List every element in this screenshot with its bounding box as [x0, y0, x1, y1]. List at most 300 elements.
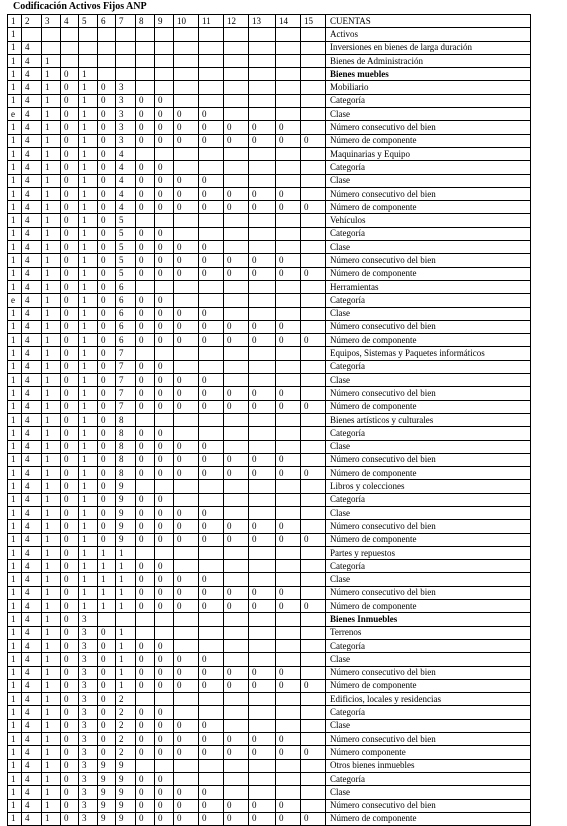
code-cell [155, 280, 174, 293]
code-cell [61, 41, 79, 54]
code-cell: 0 [61, 360, 79, 373]
code-cell: 0 [155, 533, 174, 546]
code-cell [301, 719, 326, 732]
code-cell: 0 [136, 799, 155, 812]
code-cell: 1 [79, 440, 98, 453]
code-cell: 0 [136, 227, 155, 240]
code-cell: 4 [22, 706, 42, 719]
table-row [8, 506, 531, 519]
code-cell [249, 241, 276, 254]
code-cell [136, 41, 155, 54]
code-cell [174, 546, 199, 559]
account-name: Número de componente [326, 267, 531, 280]
account-name: Número consecutivo del bien [326, 121, 531, 134]
code-cell: 0 [155, 121, 174, 134]
code-cell [276, 54, 301, 67]
code-cell: 4 [22, 400, 42, 413]
code-cell: 1 [42, 520, 61, 533]
code-cell: 0 [276, 254, 301, 267]
code-cell: 0 [249, 586, 276, 599]
code-cell: 1 [8, 666, 22, 679]
code-cell: 0 [98, 161, 116, 174]
code-cell: 9 [116, 772, 136, 785]
table-row [8, 121, 531, 134]
code-cell: 1 [42, 586, 61, 599]
code-cell: 0 [98, 733, 116, 746]
code-cell [174, 94, 199, 107]
code-cell [174, 280, 199, 293]
code-cell: 0 [224, 387, 249, 400]
account-name: Equipos, Sistemas y Paquetes informáticos [326, 347, 531, 360]
code-cell [224, 493, 249, 506]
code-cell: 0 [155, 772, 174, 785]
code-cell: 0 [98, 108, 116, 121]
code-cell: 4 [22, 413, 42, 426]
account-name: Clase [326, 241, 531, 254]
code-cell: 1 [8, 201, 22, 214]
code-cell: 0 [155, 666, 174, 679]
code-cell: 1 [8, 546, 22, 559]
code-cell: 0 [199, 573, 224, 586]
account-name: Maquinarias y Equipo [326, 147, 531, 160]
table-row [8, 719, 531, 732]
code-cell: 0 [199, 307, 224, 320]
account-name: Bienes de Administración [326, 54, 531, 67]
table-row [8, 214, 531, 227]
code-cell: 0 [224, 201, 249, 214]
code-cell: 0 [301, 467, 326, 480]
code-cell: 1 [8, 506, 22, 519]
code-cell: 5 [116, 214, 136, 227]
code-cell: 1 [79, 108, 98, 121]
code-cell: 0 [301, 201, 326, 214]
code-cell: 0 [98, 746, 116, 759]
table-row [8, 161, 531, 174]
code-cell: 1 [79, 94, 98, 107]
code-cell: 1 [42, 134, 61, 147]
table-row [8, 546, 531, 559]
account-name: Categoría [326, 294, 531, 307]
col-header: 7 [116, 15, 136, 28]
code-cell: 4 [22, 600, 42, 613]
code-cell: 3 [116, 81, 136, 94]
code-cell: 0 [276, 520, 301, 533]
code-cell [174, 427, 199, 440]
code-cell [136, 546, 155, 559]
code-cell [276, 427, 301, 440]
code-cell: 4 [22, 54, 42, 67]
code-cell: 0 [249, 746, 276, 759]
code-cell [136, 347, 155, 360]
code-cell: 5 [116, 267, 136, 280]
table-row [8, 294, 531, 307]
code-cell: 1 [42, 280, 61, 293]
code-cell [249, 108, 276, 121]
code-cell: 0 [199, 334, 224, 347]
code-cell: 3 [116, 94, 136, 107]
code-cell [224, 626, 249, 639]
code-cell: 4 [22, 41, 42, 54]
code-cell: 0 [276, 453, 301, 466]
code-cell [174, 706, 199, 719]
code-cell [301, 41, 326, 54]
code-cell [136, 147, 155, 160]
code-cell: 1 [42, 786, 61, 799]
code-cell [174, 613, 199, 626]
code-cell [174, 626, 199, 639]
code-cell [301, 320, 326, 333]
code-cell: 0 [155, 400, 174, 413]
code-cell: 1 [8, 187, 22, 200]
col-header: 1 [8, 15, 22, 28]
table-row [8, 453, 531, 466]
accounts-header: CUENTAS [326, 15, 531, 28]
code-cell: 0 [276, 400, 301, 413]
code-cell: 0 [98, 387, 116, 400]
code-cell: 1 [8, 480, 22, 493]
code-cell: 0 [136, 387, 155, 400]
code-cell: 1 [42, 374, 61, 387]
code-cell: 1 [8, 746, 22, 759]
code-cell: 4 [22, 573, 42, 586]
code-cell [249, 161, 276, 174]
code-cell: 9 [116, 520, 136, 533]
code-cell [276, 480, 301, 493]
code-cell: 9 [116, 799, 136, 812]
code-cell: 0 [174, 453, 199, 466]
code-cell [199, 347, 224, 360]
account-name: Número consecutivo del bien [326, 187, 531, 200]
code-cell: 1 [42, 679, 61, 692]
code-cell [301, 520, 326, 533]
code-cell [199, 294, 224, 307]
code-cell: 3 [79, 613, 98, 626]
code-cell: 1 [42, 334, 61, 347]
code-cell: 0 [199, 187, 224, 200]
code-cell: 0 [61, 241, 79, 254]
code-cell: 4 [116, 161, 136, 174]
table-row [8, 280, 531, 293]
code-cell [224, 639, 249, 652]
code-cell: 1 [8, 427, 22, 440]
code-cell: 0 [155, 94, 174, 107]
code-cell [174, 759, 199, 772]
code-cell: 4 [22, 613, 42, 626]
code-cell: 0 [61, 533, 79, 546]
account-name: Categoría [326, 161, 531, 174]
code-cell: 0 [301, 400, 326, 413]
code-cell: 0 [61, 799, 79, 812]
code-cell: 9 [98, 772, 116, 785]
code-cell: 2 [116, 719, 136, 732]
code-cell: 0 [249, 267, 276, 280]
account-name: Terrenos [326, 626, 531, 639]
col-header: 10 [174, 15, 199, 28]
code-cell: 0 [199, 241, 224, 254]
code-cell [79, 28, 98, 41]
code-cell [224, 94, 249, 107]
code-cell: 0 [224, 121, 249, 134]
code-cell [174, 161, 199, 174]
account-name: Libros y colecciones [326, 480, 531, 493]
code-cell: 4 [116, 174, 136, 187]
account-name: Categoría [326, 639, 531, 652]
col-header: 2 [22, 15, 42, 28]
table-row [8, 520, 531, 533]
code-cell: 1 [8, 374, 22, 387]
table-row [8, 467, 531, 480]
code-cell: 1 [79, 320, 98, 333]
code-cell [276, 506, 301, 519]
table-row [8, 746, 531, 759]
code-cell: 0 [98, 400, 116, 413]
code-cell: 1 [42, 121, 61, 134]
col-header: 11 [199, 15, 224, 28]
code-cell [301, 639, 326, 652]
code-cell: 0 [155, 440, 174, 453]
code-cell [174, 360, 199, 373]
code-cell: 4 [22, 679, 42, 692]
code-cell: 0 [249, 134, 276, 147]
code-cell: 0 [61, 254, 79, 267]
code-cell: 1 [42, 653, 61, 666]
code-cell: 7 [116, 374, 136, 387]
code-cell [276, 573, 301, 586]
code-cell: 0 [61, 772, 79, 785]
code-cell [155, 54, 174, 67]
code-cell [224, 653, 249, 666]
code-cell: 1 [42, 639, 61, 652]
code-cell: 1 [8, 520, 22, 533]
code-cell: 1 [8, 440, 22, 453]
account-name: Categoría [326, 560, 531, 573]
code-cell: 0 [174, 653, 199, 666]
code-cell: 0 [98, 214, 116, 227]
code-cell: 0 [249, 467, 276, 480]
code-cell [301, 307, 326, 320]
code-cell [224, 241, 249, 254]
code-cell: 0 [155, 639, 174, 652]
code-cell [249, 626, 276, 639]
code-cell: 1 [8, 174, 22, 187]
code-cell: 0 [276, 733, 301, 746]
code-cell: 0 [136, 533, 155, 546]
code-cell: 0 [155, 294, 174, 307]
code-cell: 0 [174, 746, 199, 759]
code-cell: 0 [136, 467, 155, 480]
col-header: 8 [136, 15, 155, 28]
code-cell: 0 [249, 254, 276, 267]
code-cell: 1 [79, 307, 98, 320]
code-cell: 0 [98, 440, 116, 453]
code-cell: 0 [61, 613, 79, 626]
code-cell: 0 [98, 480, 116, 493]
code-cell: 0 [249, 520, 276, 533]
table-row [8, 693, 531, 706]
coding-table [7, 14, 531, 826]
code-cell: 4 [22, 81, 42, 94]
code-cell: 0 [98, 666, 116, 679]
code-cell: 0 [136, 812, 155, 825]
code-cell [224, 706, 249, 719]
code-cell: 1 [8, 254, 22, 267]
col-header: 3 [42, 15, 61, 28]
code-cell: 0 [61, 653, 79, 666]
code-cell: 0 [136, 600, 155, 613]
code-cell [224, 374, 249, 387]
code-cell [42, 28, 61, 41]
code-cell [224, 480, 249, 493]
code-cell: 0 [199, 374, 224, 387]
code-cell: 0 [136, 453, 155, 466]
table-row [8, 772, 531, 785]
code-cell: 1 [8, 453, 22, 466]
code-cell: 0 [224, 187, 249, 200]
code-cell [301, 28, 326, 41]
account-name: Edificios, locales y residencias [326, 693, 531, 706]
code-cell: 1 [98, 573, 116, 586]
code-cell [174, 41, 199, 54]
account-name: Clase [326, 786, 531, 799]
code-cell: 1 [79, 453, 98, 466]
code-cell [249, 307, 276, 320]
code-cell: 1 [42, 94, 61, 107]
code-cell: 1 [42, 214, 61, 227]
code-cell: 0 [276, 600, 301, 613]
code-cell: 0 [61, 347, 79, 360]
code-cell [224, 227, 249, 240]
code-cell: 0 [249, 533, 276, 546]
code-cell: 4 [22, 506, 42, 519]
code-cell: 0 [61, 639, 79, 652]
account-name: Número de componente [326, 600, 531, 613]
code-cell: 0 [174, 320, 199, 333]
code-cell: 0 [136, 320, 155, 333]
code-cell: 1 [79, 161, 98, 174]
code-cell: 1 [116, 653, 136, 666]
code-cell [174, 28, 199, 41]
code-cell [199, 546, 224, 559]
code-cell: 1 [8, 413, 22, 426]
code-cell: 0 [174, 719, 199, 732]
code-cell: 2 [116, 733, 136, 746]
code-cell: 0 [174, 201, 199, 214]
code-cell [136, 759, 155, 772]
code-cell: 1 [8, 387, 22, 400]
code-cell: 0 [98, 187, 116, 200]
table-row [8, 307, 531, 320]
code-cell: 0 [276, 387, 301, 400]
code-cell: 0 [98, 506, 116, 519]
code-cell [199, 626, 224, 639]
code-cell: 0 [301, 812, 326, 825]
code-cell: 0 [61, 294, 79, 307]
code-cell: 0 [224, 254, 249, 267]
code-cell: 0 [174, 586, 199, 599]
code-cell: 1 [42, 161, 61, 174]
code-cell: 0 [136, 134, 155, 147]
code-cell: 0 [155, 799, 174, 812]
code-cell: 1 [98, 560, 116, 573]
table-row [8, 134, 531, 147]
code-cell: 0 [155, 174, 174, 187]
code-cell [249, 506, 276, 519]
code-cell [276, 693, 301, 706]
code-cell: 0 [155, 600, 174, 613]
code-cell [276, 759, 301, 772]
code-cell: 1 [42, 613, 61, 626]
code-cell: 0 [199, 586, 224, 599]
code-cell: 1 [8, 214, 22, 227]
code-cell [224, 427, 249, 440]
code-cell: 1 [42, 147, 61, 160]
table-row [8, 613, 531, 626]
code-cell: 0 [155, 706, 174, 719]
code-cell: 0 [174, 307, 199, 320]
code-cell: 0 [199, 506, 224, 519]
code-cell: 0 [98, 427, 116, 440]
code-cell [301, 799, 326, 812]
account-name: Número de componente [326, 134, 531, 147]
code-cell: 0 [199, 174, 224, 187]
code-cell: 9 [116, 506, 136, 519]
code-cell [199, 81, 224, 94]
code-cell: 0 [174, 799, 199, 812]
code-cell: 0 [136, 174, 155, 187]
code-cell [276, 294, 301, 307]
code-cell [249, 573, 276, 586]
code-cell: 0 [61, 626, 79, 639]
code-cell: 1 [8, 626, 22, 639]
code-cell: 0 [224, 586, 249, 599]
code-cell [301, 493, 326, 506]
code-cell [136, 693, 155, 706]
code-cell: 0 [155, 161, 174, 174]
code-cell: 1 [42, 347, 61, 360]
code-cell: 3 [79, 626, 98, 639]
code-cell: 0 [174, 241, 199, 254]
code-cell [136, 214, 155, 227]
code-cell [276, 440, 301, 453]
code-cell [155, 214, 174, 227]
code-cell: 1 [42, 560, 61, 573]
code-cell [301, 560, 326, 573]
code-cell: 0 [249, 320, 276, 333]
code-cell: 0 [136, 666, 155, 679]
code-cell [199, 560, 224, 573]
code-cell: 0 [174, 187, 199, 200]
code-cell [301, 666, 326, 679]
code-cell [301, 68, 326, 81]
code-cell [301, 94, 326, 107]
code-cell: 4 [22, 799, 42, 812]
code-cell: 3 [79, 733, 98, 746]
table-row [8, 94, 531, 107]
code-cell: 4 [22, 334, 42, 347]
code-cell: 0 [199, 108, 224, 121]
code-cell: 1 [116, 639, 136, 652]
code-cell [276, 241, 301, 254]
code-cell: 0 [136, 400, 155, 413]
code-cell: 0 [136, 639, 155, 652]
code-cell: 1 [42, 480, 61, 493]
code-cell: 6 [116, 320, 136, 333]
code-cell: 1 [8, 400, 22, 413]
code-cell: 1 [79, 134, 98, 147]
code-cell: 0 [61, 759, 79, 772]
code-cell [249, 374, 276, 387]
account-name: Categoría [326, 427, 531, 440]
